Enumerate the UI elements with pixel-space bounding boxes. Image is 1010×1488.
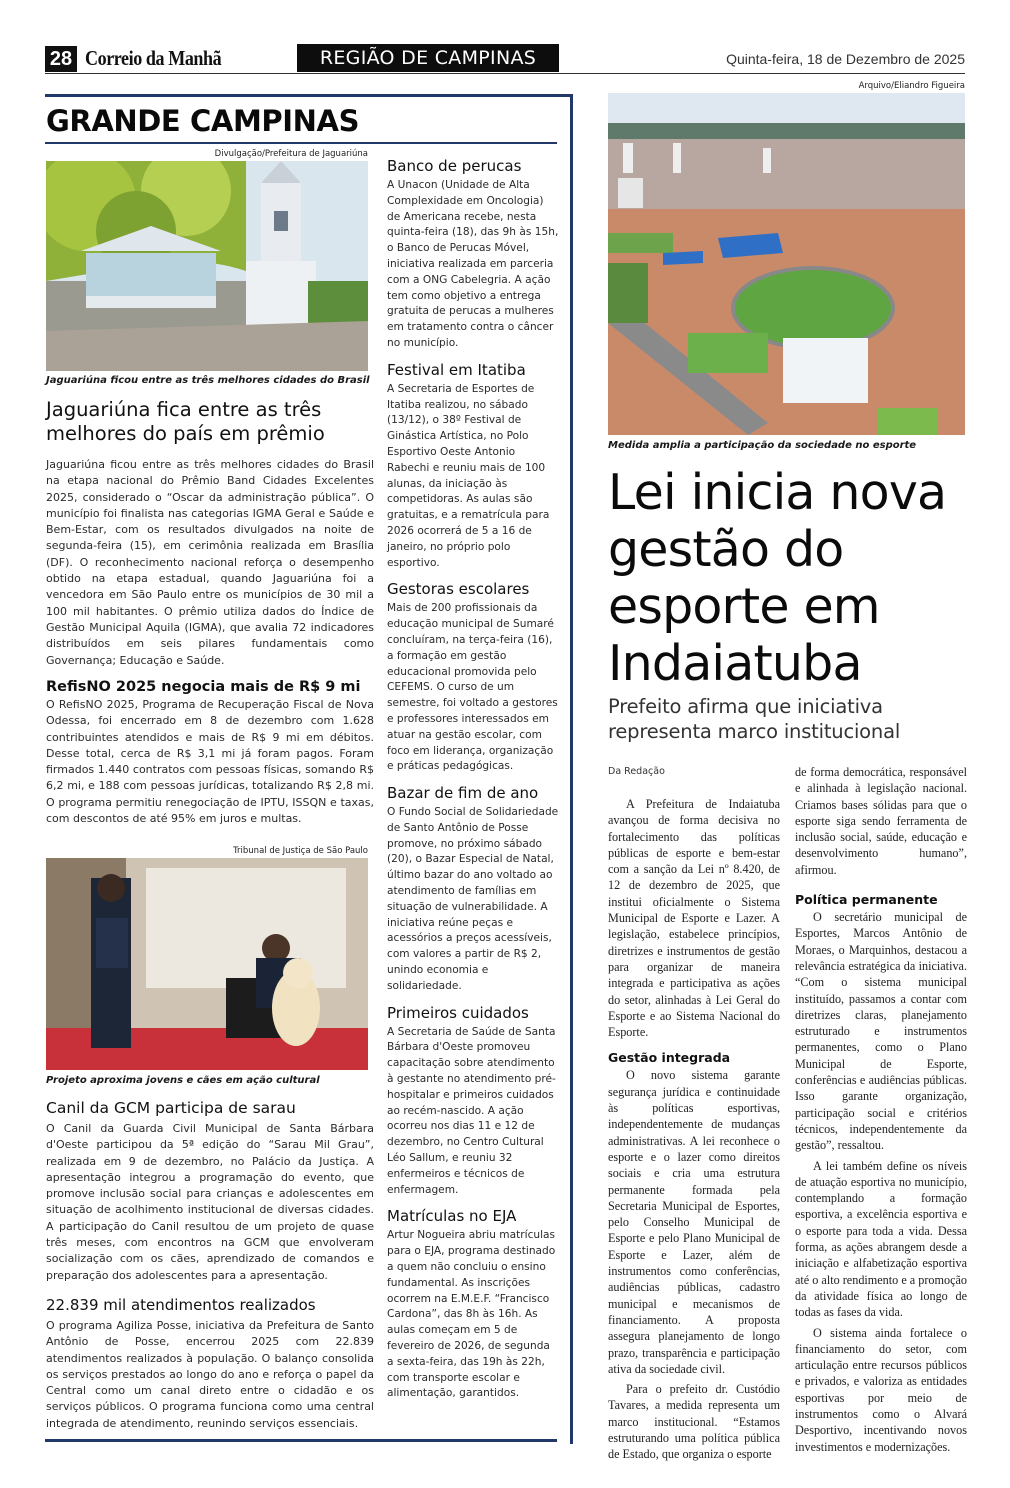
story-body: O programa Agiliza Posse, iniciativa da Prefeitura de Santo Antônio de Posse, encerrou 2025 com 22.839 atendimentos realizados à população. O balanço consolida os serviços prestados ao longo do ano e reforça o papel da Central como um canal direto entre o cidadão e os serviços públicos. O programa funciona como uma central integrada de atendimento, reunindo serviços essenciais. bbox=[46, 1319, 374, 1430]
photo-credit: Arquivo/Eliandro Figueira bbox=[858, 81, 965, 91]
section-title-rule bbox=[45, 142, 557, 144]
article-column-1 bbox=[608, 796, 780, 1467]
brief-item bbox=[387, 580, 559, 775]
photo-indaiatuba-aerial bbox=[608, 93, 965, 435]
brief-item bbox=[387, 157, 559, 352]
photo-indaiatuba-aerial-image bbox=[608, 93, 965, 435]
brief-headline: Gestoras escolares bbox=[387, 580, 530, 599]
section-title: GRANDE CAMPINAS bbox=[46, 104, 360, 138]
photo-caption: Jaguariúna ficou entre as três melhores cidades do Brasil bbox=[46, 375, 370, 386]
photo-credit: Tribunal de Justiça de São Paulo bbox=[233, 846, 368, 856]
photo-jaguariuna-image bbox=[46, 161, 368, 371]
brief-body: A Secretaria de Saúde de Santa Bárbara d'Oeste promoveu capacitação sobre atendimento à gestante no atendimento pré-hospitalar e primeiros cuidados ao recém-nascido. A ação ocorreu nos dias 11 e 12 de dezembro, no Centro Cultural Léo Sallum, e reuniu 32 enfermeiros e técnicos de enfermagem. bbox=[387, 1025, 556, 1196]
photo-caption: Medida amplia a participação da sociedade no esporte bbox=[608, 440, 917, 451]
frame-top-rule bbox=[45, 94, 573, 97]
page-number: 28 bbox=[45, 46, 77, 72]
photo-jaguariuna bbox=[46, 161, 368, 371]
briefs-column bbox=[387, 157, 559, 1411]
story-body: O Canil da Guarda Civil Municipal de Santa Bárbara d'Oeste participou da 5ª edição do “Sarau Mil Grau”, realizada em 9 de dezembro, no Palácio da Justiça. A apresentação integrou a programação do evento, que promove inclusão social para crianças e adolescentes em situação de acolhimento institucional de diversas cidades. A participação do Canil resultou de um projeto de quase três meses, com encontros na GCM que envolveram socialização com os cães, aprendizado de comandos e preparação dos adolescentes para a apresentação. bbox=[46, 1122, 374, 1282]
article-paragraph: A Prefeitura de Indaiatuba avançou de forma decisiva no fortalecimento das políticas públicas de esporte e bem-estar com a sanção da Lei nº 8.420, de 12 de dezembro de 2025, que institui oficialmente o Sistema Municipal de Esporte e Lazer. A legislação, estabelece princípios, diretrizes e instrumentos de gestão para organizar de maneira integrada e participativa as ações do setor, alinhadas à Lei Geral do Esporte e ao Sistema Nacional do Esporte. bbox=[608, 797, 780, 1040]
photo-caption: Projeto aproxima jovens e cães em ação cultural bbox=[46, 1075, 320, 1086]
brief-item bbox=[387, 361, 559, 572]
article-paragraph: O secretário municipal de Esportes, Marcos Antônio de Moraes, o Marquinhos, destacou a relevância estratégica da iniciativa. “Com o sistema municipal instituído, passamos a contar com diretrizes claras, planejamento estruturado e instrumentos permanentes, como o Plano Municipal de Esporte, conferências e audiências públicas. Isso garante organização, participação social e critérios técnicos, independentemente da gestão”, ressaltou. bbox=[795, 910, 967, 1153]
newspaper-name: Correio da Manhã bbox=[85, 46, 222, 70]
brief-body: Artur Nogueira abriu matrículas para o EJA, programa destinado a quem não concluiu o ensino fundamental. As inscrições ocorrem na E.M.E.F. “Francisco Cardona”, das 8h às 16h. As aulas começam em 5 de fevereiro de 2026, de segunda a sexta-feira, das 19h às 22h, com transporte escolar e alimentação, garantidos. bbox=[387, 1229, 556, 1400]
story-body: Jaguariúna ficou entre as três melhores cidades do Brasil na etapa nacional do Prêmio Band Cidades Excelentes 2025, considerado o “Oscar da administração pública”. O município foi finalista nas categorias IGMA Geral e Saúde e Bem-Estar, com os resultados divulgados na noite de segunda-feira (15), em cerimônia realizada em Brasília (DF). O reconhecimento nacional reforça o desempenho obtido na etapa estadual, quando Jaguariúna foi a vencedora em São Paulo entre os municípios de 30 mil a 100 mil habitantes. O prêmio utiliza dados do Índice de Gestão Municipal Aquila (IGMA), que avalia 72 indicadores distribuídos em seis pilares fundamentais como Governança; Educação e Saúde. bbox=[46, 458, 374, 667]
article-column-2 bbox=[795, 764, 967, 1459]
brief-headline: Festival em Itatiba bbox=[387, 360, 526, 379]
byline: Da Redação bbox=[608, 766, 665, 777]
photo-credit: Divulgação/Prefeitura de Jaguariúna bbox=[214, 149, 368, 159]
story-headline: 22.839 mil atendimentos realizados bbox=[46, 1296, 316, 1314]
brief-item bbox=[387, 1207, 559, 1402]
brief-headline: Primeiros cuidados bbox=[387, 1003, 529, 1022]
frame-bottom-rule bbox=[45, 1439, 557, 1442]
photo-gcm-dog bbox=[46, 858, 368, 1070]
brief-headline: Bazar de fim de ano bbox=[387, 784, 539, 803]
brief-item bbox=[387, 784, 559, 995]
story-headline: Canil da GCM participa de sarau bbox=[46, 1099, 296, 1117]
article-paragraph: O sistema ainda fortalece o financiamento do setor, com articulação entre recursos públicos e privados, e valoriza as entidades esportivas por meio de instrumentos como o Alvará Desportivo, incentivando novos investimentos e modernizações. bbox=[795, 1325, 967, 1454]
issue-date: Quinta-feira, 18 de Dezembro de 2025 bbox=[726, 51, 965, 67]
brief-item bbox=[387, 1004, 559, 1199]
story-body: O RefisNO 2025, Programa de Recuperação Fiscal de Nova Odessa, foi encerrado em 8 de dezembro com 1.628 contribuintes atendidos e mais de R$ 9 mi em débitos. Desse total, cerca de R$ 3,1 mi já foram pagos. Foram firmados 1.440 contratos com pessoas físicas, somando R$ 6,2 mi, e 188 com pessoas jurídicas, totalizando R$ 2,8 mi. O programa permitiu renegociação de IPTU, ISSQN e taxas, com descontos de até 95% em juros e multas. bbox=[46, 698, 374, 826]
frame-right-rule bbox=[570, 94, 573, 1444]
main-headline: Lei inicia nova gestão do esporte em Indaiatuba bbox=[608, 464, 947, 692]
brief-headline: Matrículas no EJA bbox=[387, 1207, 517, 1226]
main-subhead: Prefeito afirma que iniciativa representa marco institucional bbox=[608, 695, 901, 743]
article-paragraph: de forma democrática, responsável e alinhada à legislação nacional. Criamos bases sólidas para que o esporte siga sendo ferramenta de inclusão social, saúde, educação e desenvolvimento humano”, afirmou. bbox=[795, 765, 967, 877]
section-label: REGIÃO DE CAMPINAS bbox=[297, 44, 559, 72]
article-subhead: Gestão integrada bbox=[608, 1050, 731, 1066]
story-headline: Jaguariúna fica entre as três melhores do país em prêmio bbox=[46, 398, 325, 445]
article-paragraph: A lei também define os níveis de atuação esportiva no município, contemplando a formação esportiva, a excelência esportiva e o esporte para toda a vida. Dessa forma, as ações abrangem desde a iniciação e alfabetização esportiva até o alto rendimento e a promoção da atividade física ao longo de todas as fases da vida. bbox=[795, 1158, 967, 1320]
article-paragraph: Para o prefeito dr. Custódio Tavares, a medida representa um marco institucional. “Estamos estruturando uma política pública de Estado, que organiza o esporte bbox=[608, 1382, 780, 1462]
article-subhead: Política permanente bbox=[795, 892, 938, 908]
article-paragraph: O novo sistema garante segurança jurídica e continuidade às políticas esportivas, independentemente de mudanças administrativas. A lei reconhece o esporte e o lazer como direitos sociais e cria uma estrutura permanente formada pela Secretaria Municipal de Esportes, pelo Conselho Municipal de Esporte e pelo Plano Municipal de Esporte e Lazer, além de instrumentos como conferências, audiências públicas, cadastro municipal e mecanismos de financiamento. A proposta assegura planejamento de longo prazo, transparência e participação ativa da sociedade civil. bbox=[608, 1068, 780, 1376]
photo-gcm-dog-image bbox=[46, 858, 368, 1070]
brief-headline: Banco de perucas bbox=[387, 157, 522, 175]
masthead bbox=[45, 44, 965, 74]
story-headline: RefisNO 2025 negocia mais de R$ 9 mi bbox=[46, 679, 361, 695]
brief-body: O Fundo Social de Solidariedade de Santo Antônio de Posse promove, no próximo sábado (20), o Bazar Especial de Natal, último bazar do ano voltado ao atendimento de famílias em situação de vulnerabilidade. A iniciativa reúne peças e acessórios a preços acessíveis, com valores a partir de R$ 2, unindo economia e solidariedade. bbox=[387, 806, 559, 992]
brief-body: A Secretaria de Esportes de Itatiba realizou, no sábado (13/12), o 38º Festival de Ginástica Artística, no Polo Esportivo Oeste Antonio Rabechi e reuniu mais de 100 alunas, da iniciação às competidoras. As aulas são gratuitas, e a rematrícula para 2026 ocorrerá de 5 a 16 de janeiro, no próprio polo esportivo. bbox=[387, 382, 550, 569]
brief-body: A Unacon (Unidade de Alta Complexidade em Oncologia) de Americana recebe, nesta quinta-feira (18), das 9h às 15h, o Banco de Perucas Móvel, iniciativa realizada em parceria com a ONG Cabelegria. A ação tem como objetivo a entrega gratuita de perucas a mulheres em tratamento contra o câncer no município. bbox=[387, 179, 559, 349]
brief-body: Mais de 200 profissionais da educação municipal de Sumaré concluíram, na terça-feira (16), a formação em gestão educacional promovida pelo CEFEMS. O curso de um semestre, foi voltado a gestores e professores interessados em atuar na gestão escolar, com foco em liderança, organização e práticas pedagógicas. bbox=[387, 602, 558, 773]
